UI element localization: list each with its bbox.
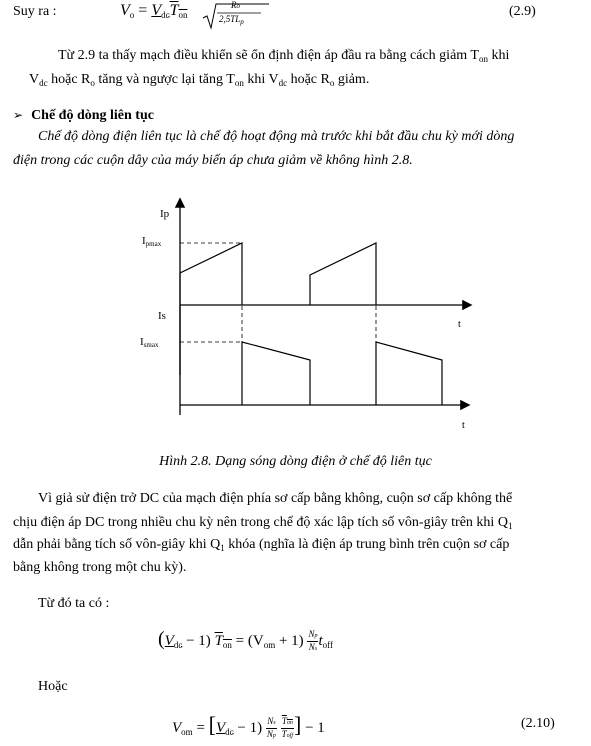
sqrt-denominator: $2,5TL_p$ (219, 14, 244, 26)
equation-2-9 (13, 0, 579, 34)
section-desc-line-1: Chế độ dòng điện liên tục là chế độ hoạt động mà trước khi bắt đầu chu kỳ mới dòng (38, 129, 515, 144)
equation-2-10: $V_{om} = [V_{dc} - 1)$ $\frac{Ns}{Np}$ $\frac{\text{Ton}}{\text{Toff}}$ ] − 1 (172, 712, 325, 740)
paragraph-4: Hoặc (38, 679, 68, 694)
fraction-np-ns: $\frac{Np}{Ns}$ (308, 629, 318, 653)
label-ipmax: Ipmax (142, 235, 162, 248)
secondary-pulse-1 (242, 342, 310, 405)
sqrt-numerator: Ro (231, 0, 240, 10)
bullet-arrow-icon: ➢ (13, 108, 24, 122)
fraction-ton-toff: $\frac{\text{Ton}}{\text{Toff}}$ (281, 716, 293, 740)
primary-pulse-1 (180, 243, 242, 305)
section-desc-line-2: điện trong các cuộn dây của máy biến áp chưa giảm về không hình 2.8. (13, 153, 413, 168)
fraction-ns-np: $\frac{Ns}{Np}$ (266, 716, 276, 740)
equation-number: (2.9) (509, 4, 536, 19)
paragraph-3: Từ đó ta có : (38, 596, 110, 611)
equation-number-2-10: (2.10) (521, 716, 555, 731)
paragraph-2-line-4: bằng không trong một chu kỳ). (13, 560, 187, 575)
equation-volt-second: $(V_{dc} - 1) T_{on} = (V_{om} + 1)$ $\frac{Np}{Ns}$ $t_{off}$ (158, 628, 333, 653)
label-ip: Ip (160, 208, 170, 220)
equation-body: $V_o = V_{dc}T_{on}$ (120, 2, 188, 20)
figure-caption: Hình 2.8. Dạng sóng dòng điện ở chế độ liên tục (159, 454, 432, 469)
equation-lead: Suy ra : (13, 4, 57, 19)
paragraph-2-line-2: chịu điện áp DC trong nhiều chu kỳ nên trong chế độ xác lập tích số vôn-giây trên khi $Q_1$ (13, 515, 513, 531)
paragraph-2-line-3: dẫn phải bằng tích số vôn-giây khi $Q_1$ khóa (nghĩa là điện áp trung bình trên cuộn sơ cấp (13, 537, 510, 553)
secondary-pulse-2 (376, 342, 442, 405)
paragraph-2-line-1: Vì giả sử điện trở DC của mạch điện phía sơ cấp bằng không, cuộn sơ cấp không thể (38, 491, 513, 506)
label-ismax: Ismax (140, 336, 159, 349)
paragraph-1-line-2: $V_{dc}$ hoặc $R_o$ tăng và ngược lại tăng $T_{on}$ khi $V_{dc}$ hoặc $R_o$ giảm. (29, 72, 370, 88)
label-is: Is (158, 310, 166, 322)
primary-pulse-2 (310, 243, 376, 305)
paragraph-1-line-1: Từ 2.9 ta thấy mạch điều khiển sẽ ổn định điện áp đầu ra bằng cách giảm $T_{on}$ khi (58, 48, 510, 64)
waveform-figure (130, 195, 480, 435)
label-t1: t (458, 319, 461, 330)
label-t2: t (462, 420, 465, 431)
section-heading: ➢ Chế độ dòng liên tục (13, 108, 154, 123)
